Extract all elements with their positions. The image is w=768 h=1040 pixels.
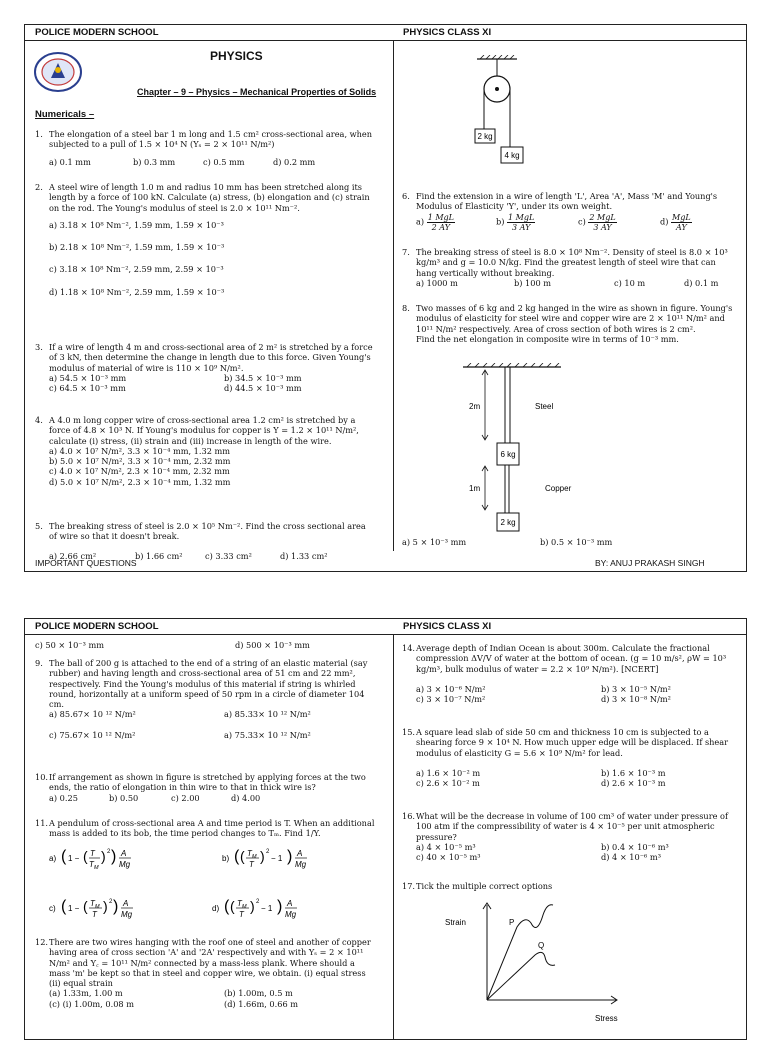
svg-text:A: A bbox=[121, 849, 127, 858]
option-d: d) 0.2 mm bbox=[273, 156, 316, 167]
question-8-text-2: Find the net elongation in composite wire in terms of 10⁻³ mm. bbox=[416, 333, 679, 344]
question-4: 4. A 4.0 m long copper wire of cross-sectional area 1.2 cm² is stretched by a force of 4.8 × 10³ N. If Young's modulus for copper is Y = 1.2 × 10¹¹ N/m², calculate (i) stress, (ii) strain and (iii) increase in length of the wire. a) 4.0 × 10⁷ N/m², 3.3 × 10⁻⁴ mm, 1.32 mm b) 5.0 × 10⁷ N/m², 3.3 × 10⁻⁴ mm, 2.32 mm c) 4.0 × 10⁷ N/m², 2.3 × 10⁻⁴ mm, 2.32 mm d) 5.0 × 10⁷ N/m², 2.3 × 10⁻⁴ mm, 1.32 mm bbox=[35, 415, 375, 487]
svg-text:a): a) bbox=[49, 854, 57, 863]
svg-text:): ) bbox=[277, 898, 283, 915]
option-d: d) 500 × 10⁻³ mm bbox=[235, 640, 310, 650]
svg-text:− 1: − 1 bbox=[271, 854, 283, 863]
option-d bbox=[212, 898, 297, 919]
class-name: PHYSICS CLASS XI bbox=[403, 621, 492, 632]
pulley-figure bbox=[445, 55, 545, 177]
svg-text:M: M bbox=[242, 904, 247, 910]
svg-text:(: ( bbox=[234, 848, 240, 865]
question-2: 2. A steel wire of length 1.0 m and radius 10 mm has been stretched along its length by a force of 100 kN. Calculate (a) stress, (b) elongation and (c) strain on the rod. The Young's modulus of steel is 2.0 × 10¹¹ Nm⁻². a) 3.18 × 10⁸ Nm⁻², 1.59 mm, 1.59 × 10⁻³ b) 2.18 × 10⁸ Nm⁻², 1.59 mm, 1.59 × 10⁻³ c) 3.18 × 10⁸ Nm⁻², 2.59 mm, 2.59 × 10⁻³ d) 1.18 × 10⁸ Nm⁻², 2.59 mm, 1.59 × 10⁻³ bbox=[35, 182, 375, 297]
option-a bbox=[49, 848, 131, 871]
svg-text:(: ( bbox=[224, 898, 230, 915]
option-a: a) 0.25 bbox=[49, 792, 78, 803]
option-b: b) 34.5 × 10⁻³ mm bbox=[224, 372, 302, 383]
question-8-text: Two masses of 6 kg and 2 kg hanged in the wire as shown in figure. Young's modulus of elasticity for steel wire and copper wire are 2 × 10¹¹ N/m² and 10¹¹ N/m² respectively. Area of cross section of both wires is 2 cm². bbox=[416, 303, 733, 334]
question-12-text: There are two wires hanging with the roof one of steel and another of copper having area of cross section 'A' and '2A' respectively and with Yₛ = 2 × 10¹¹ N/m² and Y꜀ = 10¹¹ N/m² connected by a mass-less plank. Where should a mass 'm' be kept so that in steel and copper wire, we obtain. (i) equal stress (ii) equal strain bbox=[49, 937, 371, 989]
question-16-text: What will be the decrease in volume of 100 cm³ of water under pressure of 100 atm if the compressibility of water is 4 × 10⁻⁵ per unit atmospheric pressure? bbox=[416, 811, 729, 842]
option-d: d) $\frac{\text{MgL}}{AY}$ bbox=[660, 212, 691, 232]
svg-text:A: A bbox=[297, 849, 303, 858]
svg-text:Mg: Mg bbox=[285, 910, 297, 919]
question-16: 16. What will be the decrease in volume of 100 cm³ of water under pressure of 100 atm if the compressibility of water is 4 × 10⁻⁵ per unit atmospheric pressure? a) 4 × 10⁻⁵ m³ b) 0.4 × 10⁻⁶ m³ c) 40 × 10⁻⁵ m³ d) 4 × 10⁻⁶ m³ bbox=[402, 811, 737, 862]
option-b: b) 1.6 × 10⁻³ m bbox=[601, 767, 666, 778]
option-d: d) 4.00 bbox=[231, 792, 261, 803]
svg-text:2: 2 bbox=[256, 899, 260, 905]
option-c: c) 50 × 10⁻³ mm bbox=[35, 640, 105, 650]
question-15: 15. A square lead slab of side 50 cm and thickness 10 cm is subjected to a shearing force 9 × 10⁴ N. How much upper edge will be displaced. If shear modulus of elasticity G = 5.6 × 10⁹ N/m² for lead. a) 1.6 × 10⁻² m b) 1.6 × 10⁻³ m c) 2.6 × 10⁻² m d) 2.6 × 10⁻³ m bbox=[402, 727, 737, 788]
option-d: d) 44.5 × 10⁻³ mm bbox=[224, 383, 302, 394]
mass-label-2kg: 2 kg bbox=[477, 132, 493, 141]
chapter-title: Chapter – 9 – Physics – Mechanical Properties of Solids bbox=[137, 87, 377, 97]
question-7: 7. The breaking stress of steel is 8.0 × 10⁸ Nm⁻². Density of steel is 8.0 × 10³ kg/m³ and g = 10.0 N/kg. Find the greatest length of steel wire that can hang vertically without breaking. a) 1000 m b) 100 m c) 10 m d) 0.1 m bbox=[402, 247, 737, 288]
mass-label-6kg: 6 kg bbox=[500, 450, 516, 459]
option-b: a) 85.33× 10 ¹² N/m² bbox=[224, 709, 311, 720]
option-d: (d) 1.66m, 0.66 m bbox=[224, 998, 299, 1009]
question-11-text: A pendulum of cross-sectional area A and time period is T. When an additional mass is added to its bob, the time period changes to Tₘ. Find 1/Y. bbox=[49, 818, 375, 839]
option-d: d) 5.0 × 10⁷ N/m², 2.3 × 10⁻⁴ mm, 1.32 mm bbox=[49, 476, 231, 487]
option-b bbox=[222, 848, 307, 869]
subject-title: PHYSICS bbox=[210, 49, 263, 63]
option-a: a) 2.66 cm² bbox=[49, 550, 97, 561]
svg-text:b): b) bbox=[222, 854, 230, 863]
svg-text:T: T bbox=[89, 860, 94, 869]
svg-text:1 −: 1 − bbox=[68, 854, 80, 863]
svg-text:T: T bbox=[237, 899, 242, 908]
question-6: 6. Find the extension in a wire of length 'L', Area 'A', Mass 'M' and Young's Modulus of Elasticity 'Y', under its own weight. a) $\frac{\text{1 MgL}}{2 AY}$ b) $\frac{\text{1 MgL}}{3 AY}$ c) $\frac{\text{2 MgL}}{3 AY}$ d) $\frac{\text{MgL}}{AY}$ bbox=[402, 191, 737, 232]
svg-text:d): d) bbox=[212, 904, 220, 913]
curve-label-q: Q bbox=[538, 941, 545, 950]
mass-label-4kg: 4 kg bbox=[504, 151, 520, 160]
question-5-text: The breaking stress of steel is 2.0 × 10⁵ Nm⁻². Find the cross sectional area of wire so that it doesn't break. bbox=[49, 521, 366, 542]
option-a: a) 5 × 10⁻³ mm bbox=[402, 537, 467, 547]
svg-text:2: 2 bbox=[266, 849, 270, 855]
left-column bbox=[35, 640, 375, 839]
option-d: d) 1.33 cm² bbox=[280, 550, 328, 561]
option-b: b) 5.0 × 10⁷ N/m², 3.3 × 10⁻⁴ mm, 2.32 mm bbox=[49, 456, 231, 467]
option-c: c) 10 m bbox=[614, 277, 646, 288]
svg-text:A: A bbox=[123, 899, 129, 908]
svg-text:(: ( bbox=[230, 898, 235, 914]
question-1: 1. The elongation of a steel bar 1 m long and 1.5 cm² cross-sectional area, when subjected to a pull of 1.5 × 10⁴ N (Yₛ = 2 × 10¹¹ N/m²) a) 0.1 mm b) 0.3 mm c) 0.5 mm d) 0.2 mm bbox=[35, 129, 375, 167]
option-c: c) 4.0 × 10⁷ N/m², 2.3 × 10⁻⁴ mm, 2.32 mm bbox=[49, 466, 230, 477]
option-b: b) 100 m bbox=[514, 277, 552, 288]
option-c: c) 3 × 10⁻⁷ N/m² bbox=[416, 694, 486, 705]
question-11-options bbox=[47, 847, 387, 941]
option-a: a) 54.5 × 10⁻³ mm bbox=[49, 372, 127, 383]
header-divider bbox=[25, 40, 746, 41]
question-6-text: Find the extension in a wire of length 'L', Area 'A', Mass 'M' and Young's Modulus of Elasticity 'Y', under its own weight. bbox=[416, 191, 718, 212]
question-2-text: A steel wire of length 1.0 m and radius 10 mm has been stretched along its length by a force of 100 kN. Calculate (a) stress, (b) elongation and (c) strain on the rod. The Young's modulus of steel is 2.0 × 10¹¹ Nm⁻². bbox=[49, 182, 370, 213]
question-17: 17. Tick the multiple correct options bbox=[402, 881, 737, 891]
svg-text:c): c) bbox=[49, 904, 56, 913]
question-3: 3. If a wire of length 4 m and cross-sectional area of 2 m² is stretched by a force of 3 kN, then determine the change in length due to this force. Given Young's modulus of material of wire is 110 × 10⁹ N/m². a) 54.5 × 10⁻³ mm b) 34.5 × 10⁻³ mm c) 64.5 × 10⁻³ mm d) 44.5 × 10⁻³ mm bbox=[35, 342, 375, 393]
question-9-text: The ball of 200 g is attached to the end of a string of an elastic material (say rubber) and having length and cross-sectional area of 51 cm and 22 mm², respectively. Find the Young's modulus of this material if string is whirled round, horizontally at a uniform speed of 50 rpm in a circle of diameter 104 cm. bbox=[49, 658, 368, 710]
svg-text:1 −: 1 − bbox=[68, 904, 80, 913]
option-c: (c) (i) 1.00m, 0.08 m bbox=[49, 998, 134, 1009]
svg-text:(: ( bbox=[240, 848, 245, 864]
svg-text:(: ( bbox=[83, 848, 88, 864]
svg-text:− 1: − 1 bbox=[261, 904, 273, 913]
worksheet-page-1 bbox=[24, 24, 747, 572]
svg-text:Mg: Mg bbox=[121, 910, 133, 919]
question-12: 12. There are two wires hanging with the roof one of steel and another of copper having area of cross section 'A' and '2A' respectively and with Yₛ = 2 × 10¹¹ N/m² and Y꜀ = 10¹¹ N/m² connected by a mass-less plank. Where should a mass 'm' be kept so that in steel and copper wire, we obtain. (i) equal stress (ii) equal strain (a) 1.33m, 1.00 m (b) 1.00m, 0.5 m (c) (i) 1.00m, 0.08 m (d) 1.66m, 0.66 m bbox=[35, 937, 375, 1009]
option-c: c) 0.5 mm bbox=[203, 156, 245, 167]
svg-text:): ) bbox=[111, 848, 117, 865]
wire-label-copper: Copper bbox=[545, 484, 572, 493]
section-title: Numericals – bbox=[35, 109, 95, 120]
school-logo bbox=[33, 51, 83, 93]
length-label-2m: 2m bbox=[469, 402, 481, 411]
option-d: d) 0.1 m bbox=[684, 277, 719, 288]
header-divider bbox=[25, 634, 746, 635]
svg-text:2: 2 bbox=[109, 899, 113, 905]
question-5: 5. The breaking stress of steel is 2.0 × 10⁵ Nm⁻². Find the cross sectional area of wire so that it doesn't break. a) 2.66 cm² b) 1.66 cm² c) 3.33 cm² d) 1.33 cm² bbox=[35, 521, 375, 561]
footer-important-questions: IMPORTANT QUESTIONS bbox=[35, 558, 137, 568]
option-c: c) $\frac{\text{2 MgL}}{3 AY}$ bbox=[578, 212, 616, 232]
option-b: b) 0.5 × 10⁻³ mm bbox=[540, 537, 613, 547]
svg-text:): ) bbox=[287, 848, 293, 865]
class-name: PHYSICS CLASS XI bbox=[403, 27, 492, 38]
question-11: 11. A pendulum of cross-sectional area A and time period is T. When an additional mass is added to its bob, the time period changes to Tₘ. Find 1/Y. bbox=[35, 818, 375, 839]
option-a: a) 0.1 mm bbox=[49, 156, 91, 167]
svg-text:M: M bbox=[252, 854, 257, 860]
svg-text:): ) bbox=[113, 898, 119, 915]
option-b: b) 0.3 mm bbox=[133, 156, 176, 167]
question-1-text: The elongation of a steel bar 1 m long and 1.5 cm² cross-sectional area, when subjected to a pull of 1.5 × 10⁴ N (Yₛ = 2 × 10¹¹ N/m²) bbox=[49, 129, 373, 150]
option-c: c) 3.33 cm² bbox=[205, 550, 252, 561]
svg-text:A: A bbox=[287, 899, 293, 908]
option-a: a) 3.18 × 10⁸ Nm⁻², 1.59 mm, 1.59 × 10⁻³ bbox=[49, 219, 224, 230]
axis-label-stress: Stress bbox=[595, 1014, 618, 1023]
question-4-text: A 4.0 m long copper wire of cross-sectional area 1.2 cm² is stretched by a force of 4.8 × 10³ N. If Young's modulus for copper is Y = 1.2 × 10¹¹ N/m², calculate (i) stress, (ii) strain and (iii) increase in length of the wire. bbox=[49, 415, 359, 446]
option-c: c) 3.18 × 10⁸ Nm⁻², 2.59 mm, 2.59 × 10⁻³ bbox=[49, 264, 224, 275]
worksheet-page-2 bbox=[24, 618, 747, 1040]
option-b: b) 2.18 × 10⁸ Nm⁻², 1.59 mm, 1.59 × 10⁻³ bbox=[49, 242, 225, 253]
option-d: d) 3 × 10⁻⁸ N/m² bbox=[601, 694, 671, 705]
mass-label-2kg: 2 kg bbox=[500, 518, 516, 527]
svg-text:(: ( bbox=[61, 898, 67, 915]
stress-strain-graph bbox=[417, 895, 647, 1035]
option-c bbox=[49, 898, 133, 919]
option-c: c) 75.67× 10 ¹² N/m² bbox=[49, 729, 136, 740]
option-d: d) 2.6 × 10⁻³ m bbox=[601, 778, 666, 789]
question-8: 8. Two masses of 6 kg and 2 kg hanged in the wire as shown in figure. Young's modulus of elasticity for steel wire and copper wire are 2 × 10¹¹ N/m² and 10¹¹ N/m² respectively. Area of cross section of both wires is 2 cm². Find the net elongation in composite wire in terms of 10⁻³ mm. bbox=[402, 303, 737, 344]
question-17-text: Tick the multiple correct options bbox=[416, 881, 553, 891]
option-c: c) 40 × 10⁻⁵ m³ bbox=[416, 852, 481, 863]
question-14-text: Average depth of Indian Ocean is about 300m. Calculate the fractional compression ΔV/V of water at the bottom of ocean. (g = 10 m/s², ρW = 10³ kg/m³, bulk modulus of water = 2.2 × 10⁹ N/m²). [NCERT] bbox=[416, 643, 727, 674]
svg-text:T: T bbox=[92, 910, 97, 919]
svg-text:Mg: Mg bbox=[119, 860, 131, 869]
option-a: a) $\frac{\text{1 MgL}}{2 AY}$ bbox=[416, 212, 454, 232]
svg-text:M: M bbox=[95, 904, 100, 910]
svg-text:M: M bbox=[94, 865, 99, 871]
option-d: d) 1.18 × 10⁸ Nm⁻², 2.59 mm, 1.59 × 10⁻³ bbox=[49, 286, 225, 297]
question-10-text: If arrangement as shown in figure is stretched by applying forces at the two ends, the ratio of elongation in thin wire to that in thick wire is? bbox=[49, 772, 366, 793]
option-d: d) 4 × 10⁻⁶ m³ bbox=[601, 852, 661, 863]
question-8-options bbox=[402, 537, 737, 547]
option-b: b) 0.4 × 10⁻⁶ m³ bbox=[601, 841, 669, 852]
option-a: a) 1000 m bbox=[416, 277, 458, 288]
option-b: b) $\frac{\text{1 MgL}}{3 AY}$ bbox=[496, 212, 535, 232]
question-8-continued bbox=[35, 640, 375, 650]
column-divider bbox=[393, 40, 394, 551]
question-15-text: A square lead slab of side 50 cm and thickness 10 cm is subjected to a shearing force 9 × 10⁴ N. How much upper edge will be displaced. If shear modulus of elasticity G = 5.6 × 10⁹ N/m² for lead. bbox=[416, 727, 729, 758]
svg-text:): ) bbox=[101, 848, 106, 864]
curve-label-p: P bbox=[509, 918, 515, 927]
question-7-text: The breaking stress of steel is 8.0 × 10⁸ Nm⁻². Density of steel is 8.0 × 10³ kg/m³ and g = 10.0 N/kg. Find the greatest length of steel wire that can hang vertically without breaking. bbox=[416, 247, 728, 278]
axis-label-strain: Strain bbox=[445, 918, 466, 927]
svg-text:): ) bbox=[103, 898, 108, 914]
question-9: 9. The ball of 200 g is attached to the end of a string of an elastic material (say rubber) and having length and cross-sectional area of 51 cm and 22 mm², respectively. Find the Young's modulus of this material if string is whirled round, horizontally at a uniform speed of 50 rpm in a circle of diameter 104 cm. a) 85.67× 10 ¹² N/m² a) 85.33× 10 ¹² N/m² c) 75.67× 10 ¹² N/m² a) 75.33× 10 ¹² N/m² bbox=[35, 658, 375, 740]
option-b: b) 3 × 10⁻⁵ N/m² bbox=[601, 683, 671, 694]
svg-text:Mg: Mg bbox=[295, 860, 307, 869]
svg-text:T: T bbox=[249, 860, 254, 869]
svg-text:2: 2 bbox=[107, 849, 111, 855]
option-a: (a) 1.33m, 1.00 m bbox=[49, 988, 123, 999]
option-c: c) 2.6 × 10⁻² m bbox=[416, 778, 480, 789]
length-label-1m: 1m bbox=[469, 484, 481, 493]
school-name: POLICE MODERN SCHOOL bbox=[35, 27, 159, 38]
svg-text:(: ( bbox=[83, 898, 88, 914]
svg-text:(: ( bbox=[61, 848, 67, 865]
question-14: 14. Average depth of Indian Ocean is about 300m. Calculate the fractional compression ΔV/V of water at the bottom of ocean. (g = 10 m/s², ρW = 10³ kg/m³, bulk modulus of water = 2.2 × 10⁹ N/m²). [NCERT] a) 3 × 10⁻⁶ N/m² b) 3 × 10⁻⁵ N/m² c) 3 × 10⁻⁷ N/m² d) 3 × 10⁻⁸ N/m² bbox=[402, 643, 737, 704]
svg-text:T: T bbox=[239, 910, 244, 919]
option-c: c) 64.5 × 10⁻³ mm bbox=[49, 383, 126, 394]
svg-text:T: T bbox=[90, 899, 95, 908]
question-3-text: If a wire of length 4 m and cross-sectional area of 2 m² is stretched by a force of 3 kN, then determine the change in length due to this force. Given Young's modulus of material of wire is 110 × 10⁹ N/m². bbox=[49, 342, 373, 373]
option-a: a) 1.6 × 10⁻² m bbox=[416, 767, 481, 778]
composite-wire-figure bbox=[443, 363, 593, 539]
svg-text:T: T bbox=[90, 849, 95, 858]
option-b: b) 1.66 cm² bbox=[135, 550, 183, 561]
column-divider bbox=[393, 634, 394, 1039]
question-10: 10. If arrangement as shown in figure is stretched by applying forces at the two ends, the ratio of elongation in thin wire to that in thick wire is? a) 0.25 b) 0.50 c) 2.00 d) 4.00 bbox=[35, 772, 375, 803]
option-a: a) 85.67× 10 ¹² N/m² bbox=[49, 709, 136, 720]
svg-text:): ) bbox=[250, 898, 255, 914]
option-b: (b) 1.00m, 0.5 m bbox=[224, 988, 293, 999]
school-name: POLICE MODERN SCHOOL bbox=[35, 621, 159, 632]
wire-label-steel: Steel bbox=[535, 402, 554, 411]
option-d: a) 75.33× 10 ¹² N/m² bbox=[224, 729, 311, 740]
option-b: b) 0.50 bbox=[109, 792, 139, 803]
option-a: a) 3 × 10⁻⁶ N/m² bbox=[416, 683, 486, 694]
svg-text:T: T bbox=[247, 849, 252, 858]
footer-author: BY: ANUJ PRAKASH SINGH bbox=[595, 558, 705, 568]
svg-text:): ) bbox=[260, 848, 265, 864]
option-a: a) 4.0 × 10⁷ N/m², 3.3 × 10⁻⁴ mm, 1.32 mm bbox=[49, 445, 231, 456]
option-a: a) 4 × 10⁻⁵ m³ bbox=[416, 841, 476, 852]
option-c: c) 2.00 bbox=[171, 792, 200, 803]
